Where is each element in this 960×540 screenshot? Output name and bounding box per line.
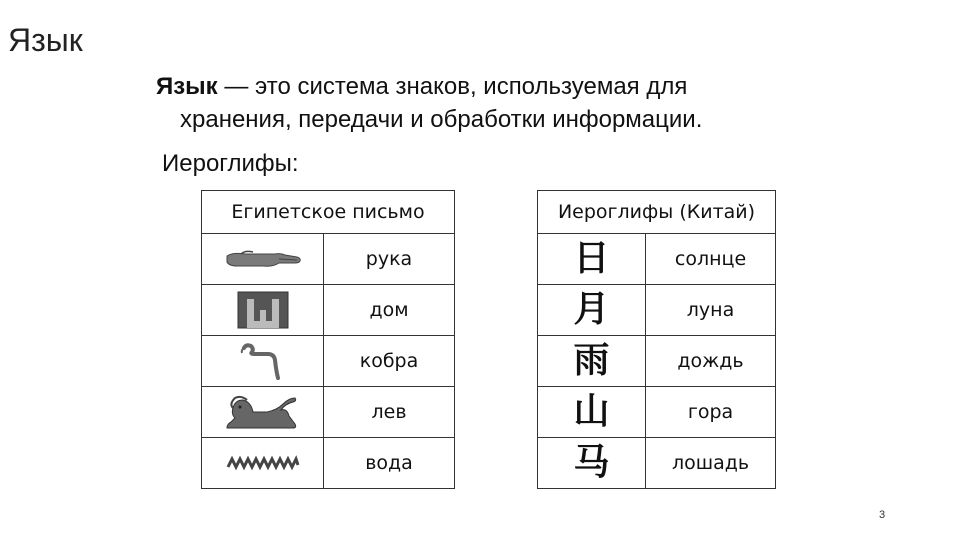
table-header-row bbox=[538, 191, 776, 234]
house-hieroglyph-icon bbox=[202, 285, 324, 336]
chinese-glyph bbox=[538, 438, 646, 489]
rain-glyph: 雨 bbox=[573, 340, 610, 381]
table-row bbox=[202, 438, 455, 489]
table-row bbox=[538, 438, 776, 489]
page-number: 3 bbox=[879, 509, 886, 521]
table-row bbox=[538, 387, 776, 438]
chinese-word: гора bbox=[646, 387, 776, 438]
chinese-glyph bbox=[538, 336, 646, 387]
hand-hieroglyph-icon bbox=[202, 234, 324, 285]
egyptian-word: вода bbox=[324, 438, 455, 489]
chinese-word: лошадь bbox=[646, 438, 776, 489]
chinese-glyph bbox=[538, 387, 646, 438]
chinese-glyph bbox=[538, 234, 646, 285]
definition-term: Язык bbox=[156, 73, 218, 100]
table-row bbox=[202, 234, 455, 285]
egyptian-word: лев bbox=[324, 387, 455, 438]
slide-title: Язык bbox=[8, 22, 83, 58]
chinese-table-header: Иероглифы (Китай) bbox=[538, 191, 776, 234]
table-row bbox=[538, 285, 776, 336]
table-row bbox=[538, 336, 776, 387]
chinese-word: луна bbox=[646, 285, 776, 336]
cobra-hieroglyph-icon bbox=[202, 336, 324, 387]
definition-text-line2: хранения, передачи и обработки информации. bbox=[180, 106, 703, 133]
egyptian-word: кобра bbox=[324, 336, 455, 387]
chinese-hieroglyphs-table bbox=[537, 190, 776, 489]
horse-glyph: 马 bbox=[573, 442, 610, 483]
moon-glyph: 月 bbox=[573, 289, 610, 330]
table-row bbox=[538, 234, 776, 285]
water-hieroglyph-icon bbox=[202, 438, 324, 489]
mountain-glyph: 山 bbox=[573, 391, 610, 432]
section-subtitle: Иероглифы: bbox=[162, 150, 299, 177]
lion-hieroglyph-icon bbox=[202, 387, 324, 438]
definition-text bbox=[156, 70, 856, 136]
chinese-word: солнце bbox=[646, 234, 776, 285]
chinese-word: дождь bbox=[646, 336, 776, 387]
sun-glyph: 日 bbox=[573, 238, 610, 279]
table-row bbox=[202, 387, 455, 438]
egyptian-word: рука bbox=[324, 234, 455, 285]
table-header-row bbox=[202, 191, 455, 234]
chinese-glyph bbox=[538, 285, 646, 336]
egyptian-word: дом bbox=[324, 285, 455, 336]
definition-text-line1: — это система знаков, используемая для bbox=[217, 73, 688, 100]
table-row bbox=[202, 336, 455, 387]
egyptian-table-header: Египетское письмо bbox=[202, 191, 455, 234]
table-row bbox=[202, 285, 455, 336]
egyptian-writing-table bbox=[201, 190, 455, 489]
